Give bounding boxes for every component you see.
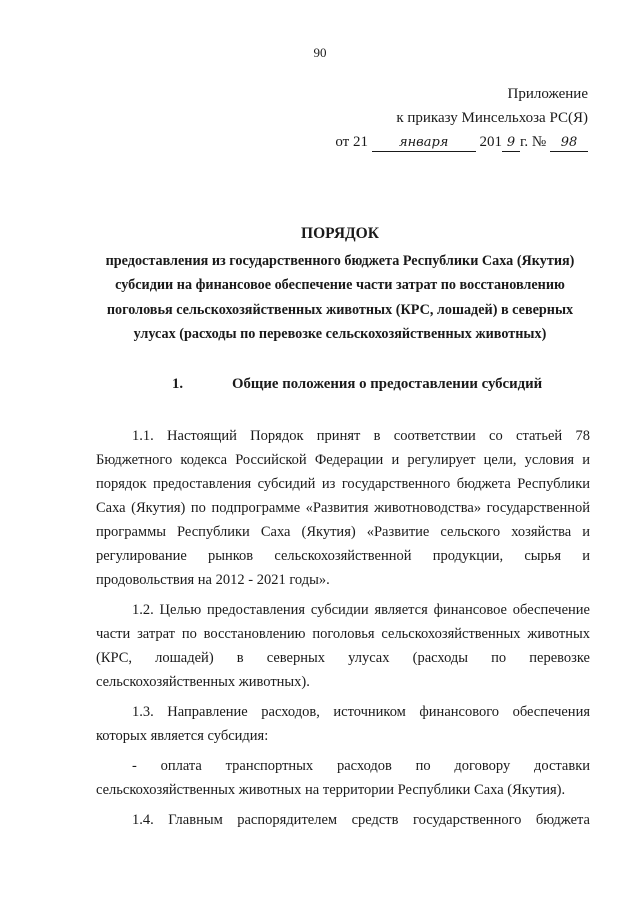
handwritten-order-number: 98 — [550, 135, 588, 152]
section-number: 1. — [172, 376, 184, 392]
section-title: Общие положения о предоставлении субсидий — [232, 376, 543, 392]
paragraph-1-2: 1.2. Целью предоставления субсидии является финансовое обеспечение части затрат по восстановлению поголовья сельскохозяйственных животных (КРС, лошадей) в северных улусах (расходы по перевозке сельскохозяйственных животных). — [96, 602, 590, 690]
appendix-header — [258, 82, 588, 154]
document-title — [90, 222, 590, 347]
paragraph-1-1: 1.1. Настоящий Порядок принят в соответствии со статьей 78 Бюджетного кодекса Российской Федерации и регулирует цели, условия и порядок предоставления субсидий из государственного бюджета Республики Саха (Якутия) по подпрограмме «Развития животноводства» государственной программы Республики Саха (Якутия) «Развитие сельского хозяйства и регулирование рынков сельскохозяйственной продукции, сырья и продовольствия на 2012 - 2021 годы». — [96, 428, 590, 588]
title-line-2: субсидии на финансовое обеспечение части затрат по восстановлению — [115, 277, 565, 293]
title-line-1: предоставления из государственного бюджета Республики Саха (Якутия) — [105, 252, 575, 269]
paragraph-1-3-bullet: - оплата транспортных расходов по договору доставки сельскохозяйственных животных на территории Республики Саха (Якутия). — [96, 758, 590, 798]
year-suffix: г. № — [519, 134, 547, 150]
handwritten-year: 9 — [502, 135, 520, 152]
appendix-label: Приложение — [507, 86, 588, 102]
document-body — [96, 424, 590, 832]
paragraph-1-3: 1.3. Направление расходов, источником финансового обеспечения которых является субсидия: — [96, 704, 590, 744]
appendix-order-ref: к приказу Минсельхоза РС(Я) — [396, 110, 588, 126]
appendix-date-line — [258, 130, 588, 154]
handwritten-date: января — [372, 135, 476, 152]
title-heading: ПОРЯДОК — [301, 225, 379, 242]
year-prefix: 201 — [479, 134, 502, 150]
title-line-3: поголовья сельскохозяйственных животных (КРС, лошадей) в северных — [106, 301, 574, 318]
title-line-4: улусах (расходы по перевозке сельскохозяйственных животных) — [133, 326, 547, 342]
paragraph-1-4: 1.4. Главным распорядителем средств государственного бюджета — [132, 812, 590, 828]
date-prefix: от 21 — [335, 134, 368, 150]
page-number: 90 — [313, 45, 327, 60]
